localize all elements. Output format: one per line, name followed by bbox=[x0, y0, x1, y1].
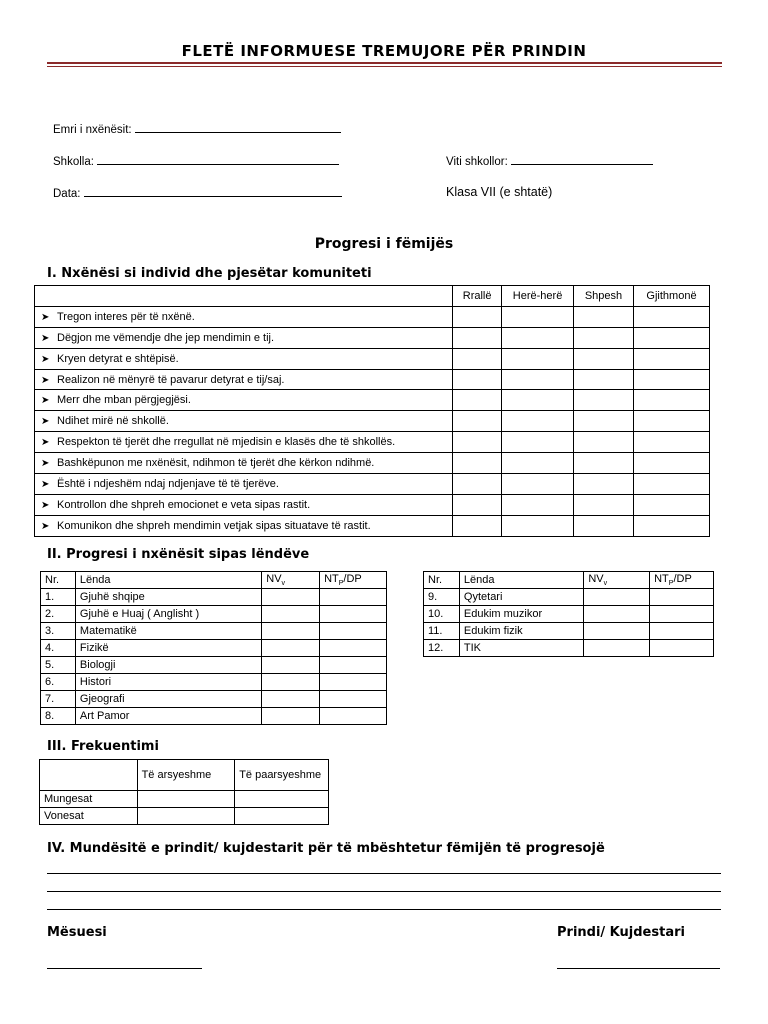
subject-name: Gjeografi bbox=[75, 691, 261, 708]
nv-grade-cell[interactable] bbox=[262, 691, 320, 708]
student-name-label: Emri i nxënësit: bbox=[53, 124, 132, 136]
behavior-item bbox=[35, 494, 453, 515]
rating-cell[interactable] bbox=[502, 494, 574, 515]
subject-nr: 9. bbox=[424, 589, 460, 606]
section3-heading: III. Frekuentimi bbox=[47, 739, 159, 754]
student-name-line[interactable] bbox=[135, 122, 341, 133]
behavior-row bbox=[35, 411, 710, 432]
nv-grade-cell[interactable] bbox=[584, 606, 650, 623]
rating-cell[interactable] bbox=[453, 369, 502, 390]
rating-cell[interactable] bbox=[453, 348, 502, 369]
behavior-item-label: Bashkëpunon me nxënësit, ndihmon të tjerët dhe kërkon ndihmë. bbox=[57, 457, 375, 470]
comment-line-2[interactable] bbox=[47, 891, 721, 892]
rating-cell[interactable] bbox=[574, 327, 634, 348]
behavior-item-label: Kontrollon dhe shpreh emocionet e veta sipas rastit. bbox=[57, 498, 311, 511]
col-subject: Lënda bbox=[459, 572, 583, 589]
behavior-row bbox=[35, 494, 710, 515]
date-field[interactable] bbox=[53, 186, 342, 200]
arrow-bullet-icon: ➤ bbox=[41, 416, 50, 428]
subject-name: Fizikë bbox=[75, 640, 261, 657]
school-label: Shkolla: bbox=[53, 156, 94, 168]
attendance-table bbox=[39, 759, 329, 825]
subject-nr: 12. bbox=[424, 640, 460, 657]
subject-name: Matematikë bbox=[75, 623, 261, 640]
rating-cell[interactable] bbox=[453, 327, 502, 348]
behavior-row bbox=[35, 515, 710, 536]
nv-grade-cell[interactable] bbox=[584, 623, 650, 640]
behavior-item bbox=[35, 411, 453, 432]
subjects-table-right bbox=[423, 571, 714, 657]
rating-cell[interactable] bbox=[453, 494, 502, 515]
rating-cell[interactable] bbox=[574, 515, 634, 536]
rating-cell[interactable] bbox=[502, 306, 574, 327]
subject-nr: 6. bbox=[41, 674, 76, 691]
rating-cell[interactable] bbox=[502, 411, 574, 432]
nt-grade-cell[interactable] bbox=[320, 589, 387, 606]
nt-grade-cell[interactable] bbox=[650, 640, 714, 657]
nt-grade-cell[interactable] bbox=[320, 657, 387, 674]
col-subject: Lënda bbox=[75, 572, 261, 589]
nt-grade-cell[interactable] bbox=[320, 674, 387, 691]
nv-grade-cell[interactable] bbox=[262, 606, 320, 623]
rating-cell[interactable] bbox=[574, 411, 634, 432]
col-rarely: Rrallë bbox=[453, 286, 502, 307]
subject-name: Histori bbox=[75, 674, 261, 691]
attendance-row bbox=[40, 791, 329, 808]
subject-row bbox=[424, 589, 714, 606]
rating-cell[interactable] bbox=[633, 474, 709, 495]
arrow-bullet-icon: ➤ bbox=[41, 520, 50, 532]
behavior-item bbox=[35, 453, 453, 474]
behavior-item bbox=[35, 327, 453, 348]
behavior-item bbox=[35, 306, 453, 327]
col-nv: $NV_v$ bbox=[262, 572, 320, 589]
nv-grade-cell[interactable] bbox=[262, 589, 320, 606]
subject-nr: 7. bbox=[41, 691, 76, 708]
arrow-bullet-icon: ➤ bbox=[41, 332, 50, 344]
rating-cell[interactable] bbox=[633, 432, 709, 453]
subject-row bbox=[41, 623, 387, 640]
subject-nr: 3. bbox=[41, 623, 76, 640]
subject-name: Edukim muzikor bbox=[459, 606, 583, 623]
rating-cell[interactable] bbox=[453, 432, 502, 453]
nv-grade-cell[interactable] bbox=[584, 589, 650, 606]
col-sometimes: Herë-herë bbox=[502, 286, 574, 307]
col-justified: Të arsyeshme bbox=[137, 760, 235, 791]
subject-name: TIK bbox=[459, 640, 583, 657]
col-nv: $NV_v$ bbox=[584, 572, 650, 589]
subject-name: Edukim fizik bbox=[459, 623, 583, 640]
school-year-label: Viti shkollor: bbox=[446, 156, 508, 168]
school-field[interactable] bbox=[53, 154, 339, 168]
behavior-item-label: Komunikon dhe shpreh mendimin vetjak sipas situatave të rastit. bbox=[57, 519, 371, 532]
rating-cell[interactable] bbox=[502, 390, 574, 411]
rating-cell[interactable] bbox=[633, 453, 709, 474]
behavior-row bbox=[35, 432, 710, 453]
progress-title: Progresi i fëmijës bbox=[314, 236, 454, 252]
nv-grade-cell[interactable] bbox=[262, 623, 320, 640]
nv-grade-cell[interactable] bbox=[262, 657, 320, 674]
subject-nr: 4. bbox=[41, 640, 76, 657]
teacher-signature-line[interactable] bbox=[47, 968, 202, 969]
subject-name: Qytetari bbox=[459, 589, 583, 606]
arrow-bullet-icon: ➤ bbox=[41, 311, 50, 323]
subject-name: Gjuhë e Huaj ( Anglisht ) bbox=[75, 606, 261, 623]
subject-row bbox=[41, 657, 387, 674]
col-nt: $NT_P/DP$ bbox=[320, 572, 387, 589]
school-year-field[interactable] bbox=[446, 154, 653, 168]
behavior-item-label: Tregon interes për të nxënë. bbox=[57, 310, 195, 323]
col-nr: Nr. bbox=[41, 572, 76, 589]
subject-row bbox=[41, 674, 387, 691]
title-divider bbox=[47, 62, 722, 64]
behavior-table bbox=[34, 285, 710, 537]
rating-cell[interactable] bbox=[453, 474, 502, 495]
date-line[interactable] bbox=[84, 186, 342, 197]
nt-grade-cell[interactable] bbox=[320, 691, 387, 708]
rating-cell[interactable] bbox=[633, 369, 709, 390]
behavior-item bbox=[35, 369, 453, 390]
rating-cell[interactable] bbox=[574, 432, 634, 453]
nt-grade-cell[interactable] bbox=[650, 623, 714, 640]
attendance-label: Vonesat bbox=[40, 808, 138, 825]
justified-cell[interactable] bbox=[137, 791, 235, 808]
subject-name: Art Pamor bbox=[75, 708, 261, 725]
rating-cell[interactable] bbox=[633, 515, 709, 536]
section2-heading: II. Progresi i nxënësit sipas lëndëve bbox=[47, 547, 310, 562]
rating-cell[interactable] bbox=[502, 432, 574, 453]
nt-grade-cell[interactable] bbox=[650, 589, 714, 606]
behavior-row bbox=[35, 369, 710, 390]
school-line[interactable] bbox=[97, 154, 339, 165]
subject-nr: 1. bbox=[41, 589, 76, 606]
comment-line-3[interactable] bbox=[47, 909, 721, 910]
student-name-field[interactable] bbox=[53, 122, 341, 136]
rating-cell[interactable] bbox=[574, 494, 634, 515]
nv-grade-cell[interactable] bbox=[584, 640, 650, 657]
subjects-table-left bbox=[40, 571, 387, 725]
nt-grade-cell[interactable] bbox=[320, 708, 387, 725]
attendance-label: Mungesat bbox=[40, 791, 138, 808]
subjects-header-row bbox=[41, 572, 387, 589]
subject-nr: 5. bbox=[41, 657, 76, 674]
subject-nr: 11. bbox=[424, 623, 460, 640]
attendance-header-empty bbox=[40, 760, 138, 791]
rating-cell[interactable] bbox=[453, 453, 502, 474]
subject-row bbox=[41, 589, 387, 606]
behavior-row bbox=[35, 348, 710, 369]
behavior-item-label: Është i ndjeshëm ndaj ndjenjave të të tjerëve. bbox=[57, 477, 279, 490]
rating-cell[interactable] bbox=[502, 474, 574, 495]
nv-grade-cell[interactable] bbox=[262, 708, 320, 725]
subject-name: Gjuhë shqipe bbox=[75, 589, 261, 606]
rating-cell[interactable] bbox=[453, 515, 502, 536]
behavior-item bbox=[35, 515, 453, 536]
attendance-header-row bbox=[40, 760, 329, 791]
arrow-bullet-icon: ➤ bbox=[41, 353, 50, 365]
rating-cell[interactable] bbox=[453, 390, 502, 411]
comment-line-1[interactable] bbox=[47, 873, 721, 874]
rating-cell[interactable] bbox=[633, 327, 709, 348]
section1-heading: I. Nxënësi si individ dhe pjesëtar komuniteti bbox=[47, 266, 372, 281]
attendance-row bbox=[40, 808, 329, 825]
col-nt: $NT_P/DP$ bbox=[650, 572, 714, 589]
rating-cell[interactable] bbox=[502, 369, 574, 390]
behavior-row bbox=[35, 327, 710, 348]
nt-grade-cell[interactable] bbox=[320, 623, 387, 640]
arrow-bullet-icon: ➤ bbox=[41, 478, 50, 490]
behavior-item bbox=[35, 432, 453, 453]
subjects-header-row bbox=[424, 572, 714, 589]
behavior-header-row bbox=[35, 286, 710, 307]
rating-cell[interactable] bbox=[502, 348, 574, 369]
behavior-item-label: Realizon në mënyrë të pavarur detyrat e tij/saj. bbox=[57, 373, 285, 386]
subject-row bbox=[41, 691, 387, 708]
rating-cell[interactable] bbox=[574, 474, 634, 495]
rating-cell[interactable] bbox=[574, 348, 634, 369]
behavior-row bbox=[35, 306, 710, 327]
class-label: Klasa VII (e shtatë) bbox=[446, 185, 553, 199]
parent-label: Prindi/ Kujdestari bbox=[557, 925, 685, 940]
behavior-item-label: Respekton të tjerët dhe rregullat në mjedisin e klasës dhe të shkollës. bbox=[57, 436, 396, 449]
document-title: FLETË INFORMUESE TREMUJORE PËR PRINDIN bbox=[181, 42, 587, 60]
behavior-header-empty bbox=[35, 286, 453, 307]
parent-signature-line[interactable] bbox=[557, 968, 720, 969]
rating-cell[interactable] bbox=[574, 453, 634, 474]
behavior-item-label: Merr dhe mban përgjegjësi. bbox=[57, 394, 191, 407]
arrow-bullet-icon: ➤ bbox=[41, 437, 50, 449]
rating-cell[interactable] bbox=[633, 390, 709, 411]
col-unjustified: Të paarsyeshme bbox=[235, 760, 329, 791]
rating-cell[interactable] bbox=[633, 306, 709, 327]
subject-row bbox=[41, 640, 387, 657]
col-nr: Nr. bbox=[424, 572, 460, 589]
subject-name: Biologji bbox=[75, 657, 261, 674]
teacher-label: Mësuesi bbox=[47, 925, 107, 940]
rating-cell[interactable] bbox=[502, 327, 574, 348]
rating-cell[interactable] bbox=[453, 411, 502, 432]
behavior-item bbox=[35, 348, 453, 369]
behavior-row bbox=[35, 453, 710, 474]
subject-row bbox=[41, 606, 387, 623]
behavior-item bbox=[35, 474, 453, 495]
nt-grade-cell[interactable] bbox=[320, 640, 387, 657]
behavior-row bbox=[35, 474, 710, 495]
unjustified-cell[interactable] bbox=[235, 808, 329, 825]
rating-cell[interactable] bbox=[633, 411, 709, 432]
unjustified-cell[interactable] bbox=[235, 791, 329, 808]
nt-grade-cell[interactable] bbox=[320, 606, 387, 623]
justified-cell[interactable] bbox=[137, 808, 235, 825]
nv-grade-cell[interactable] bbox=[262, 640, 320, 657]
behavior-item bbox=[35, 390, 453, 411]
rating-cell[interactable] bbox=[633, 494, 709, 515]
date-label: Data: bbox=[53, 188, 81, 200]
subject-nr: 8. bbox=[41, 708, 76, 725]
school-year-line[interactable] bbox=[511, 154, 653, 165]
subject-row bbox=[41, 708, 387, 725]
col-always: Gjithmonë bbox=[633, 286, 709, 307]
section4-heading: IV. Mundësitë e prindit/ kujdestarit për të mbështetur fëmijën të progresojë bbox=[47, 841, 605, 856]
rating-cell[interactable] bbox=[574, 369, 634, 390]
rating-cell[interactable] bbox=[502, 453, 574, 474]
arrow-bullet-icon: ➤ bbox=[41, 374, 50, 386]
nt-grade-cell[interactable] bbox=[650, 606, 714, 623]
arrow-bullet-icon: ➤ bbox=[41, 458, 50, 470]
col-often: Shpesh bbox=[574, 286, 634, 307]
rating-cell[interactable] bbox=[633, 348, 709, 369]
behavior-item-label: Dëgjon me vëmendje dhe jep mendimin e tij. bbox=[57, 331, 275, 344]
subject-row bbox=[424, 623, 714, 640]
behavior-item-label: Ndihet mirë në shkollë. bbox=[57, 415, 169, 428]
subject-nr: 10. bbox=[424, 606, 460, 623]
arrow-bullet-icon: ➤ bbox=[41, 499, 50, 511]
title-divider-thin bbox=[47, 66, 722, 67]
rating-cell[interactable] bbox=[574, 390, 634, 411]
subject-row bbox=[424, 606, 714, 623]
behavior-item-label: Kryen detyrat e shtëpisë. bbox=[57, 352, 179, 365]
rating-cell[interactable] bbox=[502, 515, 574, 536]
subject-row bbox=[424, 640, 714, 657]
rating-cell[interactable] bbox=[574, 306, 634, 327]
rating-cell[interactable] bbox=[453, 306, 502, 327]
arrow-bullet-icon: ➤ bbox=[41, 395, 50, 407]
nv-grade-cell[interactable] bbox=[262, 674, 320, 691]
subject-nr: 2. bbox=[41, 606, 76, 623]
behavior-row bbox=[35, 390, 710, 411]
